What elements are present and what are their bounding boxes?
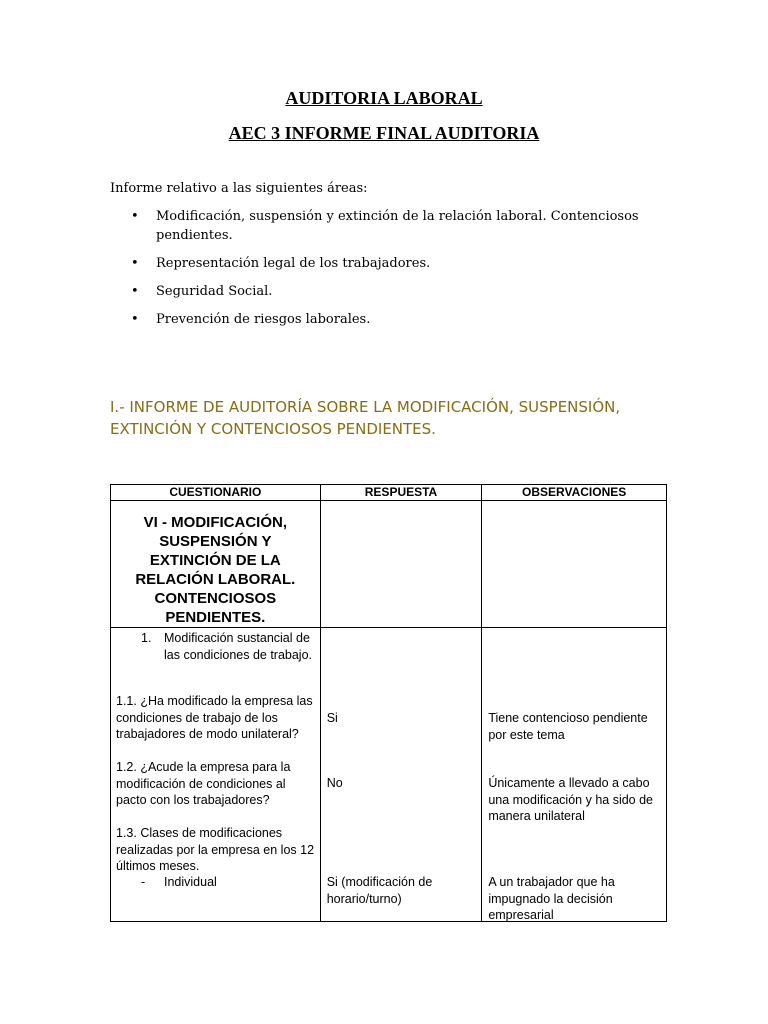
section-heading: I.- INFORME DE AUDITORÍA SOBRE LA MODIFICACIÓN, SUSPENSIÓN, EXTINCIÓN Y CONTENCIOSOS PENDIENTES.: [110, 398, 621, 438]
bullet-icon: •: [131, 256, 139, 271]
list-item: • Modificación, suspensión y extinción de la relación laboral. Contenciosos pendientes.: [131, 209, 639, 243]
sub-item-dash: -: [141, 875, 146, 889]
document-title: AUDITORIA LABORAL: [285, 88, 483, 108]
list-item: • Prevención de riesgos laborales.: [131, 312, 371, 327]
answer-1-2: No: [326, 776, 343, 790]
areas-list: [110, 207, 670, 338]
observation-1-2: Únicamente a llevado a cabo una modificación y ha sido de manera unilateral: [488, 776, 653, 823]
questions-cell: [111, 628, 321, 922]
document-subtitle: AEC 3 INFORME FINAL AUDITORIA: [228, 123, 540, 143]
header-observaciones: OBSERVACIONES: [482, 485, 667, 501]
bullet-icon: •: [131, 312, 139, 327]
header-cuestionario: CUESTIONARIO: [111, 485, 321, 501]
intro-text: Informe relativo a las siguientes áreas:: [110, 181, 368, 196]
bullet-icon: •: [131, 284, 139, 299]
observations-cell: [482, 628, 667, 922]
sub-item-individual: Individual: [164, 875, 217, 889]
list-item: • Seguridad Social.: [131, 284, 273, 299]
answer-1-3: Si (modificación de horario/turno): [326, 875, 433, 906]
question-1-1: 1.1. ¿Ha modificado la empresa las condiciones de trabajo de los trabajadores de modo unilateral?: [116, 694, 313, 741]
table-row: [111, 628, 667, 922]
list-item: • Representación legal de los trabajadores.: [131, 256, 431, 271]
item-number: 1.: [141, 631, 152, 645]
question-1-3: 1.3. Clases de modificaciones realizadas por la empresa en los 12 últimos meses.: [116, 826, 315, 873]
bullet-icon: •: [131, 209, 139, 224]
table-header-row: [111, 485, 667, 501]
questionnaire-table: [110, 484, 667, 922]
section-title-cell: VI - MODIFICACIÓN, SUSPENSIÓN Y EXTINCIÓN DE LA RELACIÓN LABORAL. CONTENCIOSOS PENDIENTES.: [135, 514, 296, 626]
observation-1-1: Tiene contencioso pendiente por este tema: [488, 711, 648, 742]
question-1-2: 1.2. ¿Acude la empresa para la modificación de condiciones al pacto con los trabajadores?: [116, 760, 291, 807]
answer-1-1: Si: [326, 711, 338, 725]
observation-1-3: A un trabajador que ha impugnado la decisión empresarial: [488, 875, 615, 922]
header-respuesta: RESPUESTA: [320, 485, 482, 501]
answers-cell: [320, 628, 482, 922]
table-row: [111, 501, 667, 628]
item-title: Modificación sustancial de las condiciones de trabajo.: [164, 631, 313, 662]
